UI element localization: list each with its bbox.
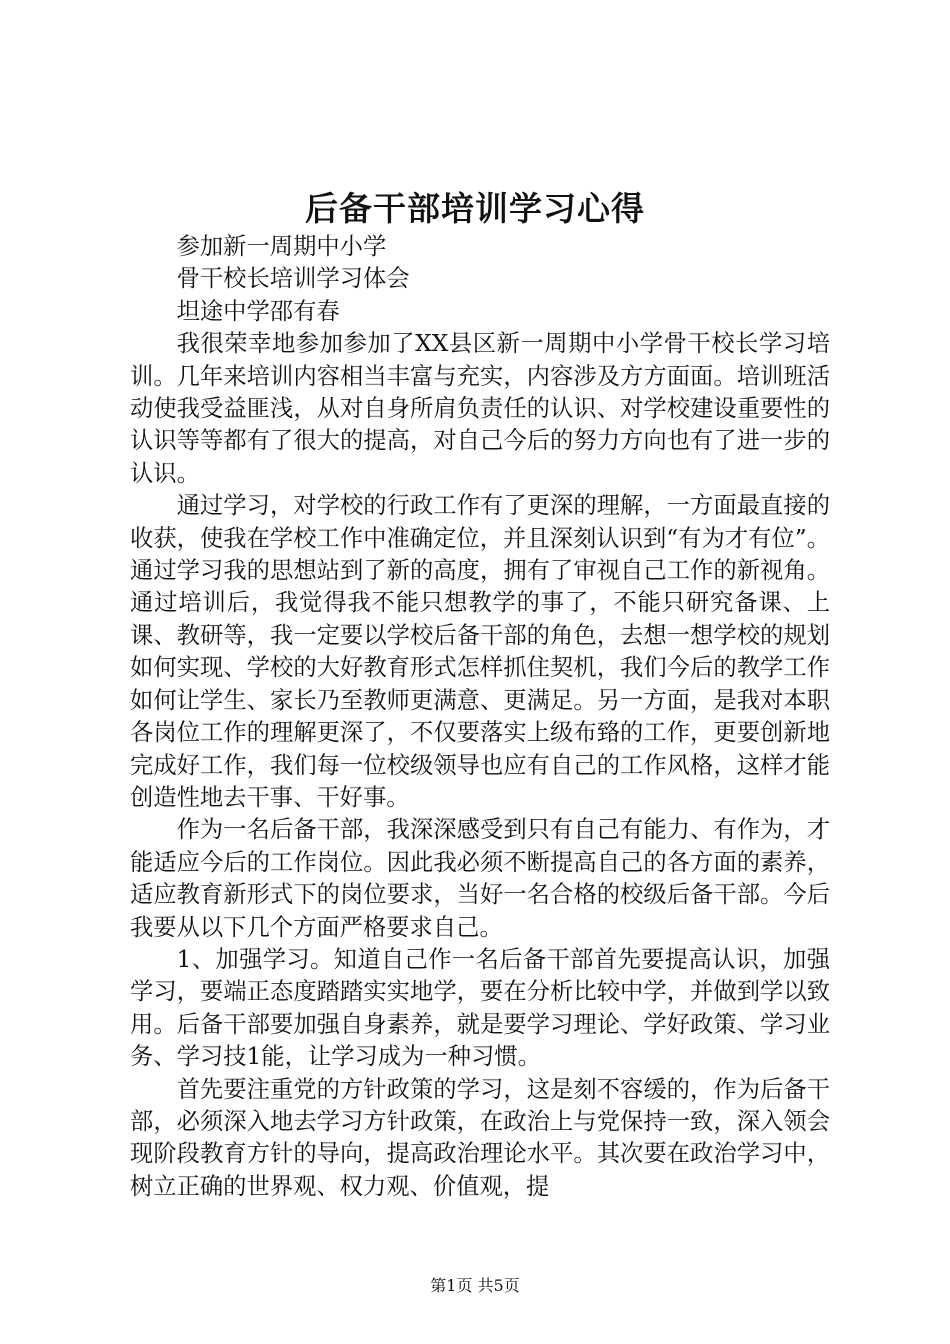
- page-footer: 第1页 共5页: [430, 1276, 520, 1295]
- document-body: [130, 231, 830, 1203]
- paragraph-1: 参加新一周期中小学: [176, 233, 387, 260]
- paragraph-6: 作为一名后备干部，我深深感受到只有自己有能力、有作为，才能适应今后的工作岗位。因此我必须不断提高自己的各方面的素养，适应教育新形式下的岗位要求，当好一名合格的校级后备干部。今后我要从以下几个方面严格要求自己。: [130, 816, 830, 941]
- paragraph-2: 骨干校长培训学习体会: [176, 265, 410, 293]
- paragraph-7: 1、加强学习。知道自己作一名后备干部首先要提高认识，加强学习，要端正态度踏踏实实地学，要在分析比较中学，并做到学以致用。后备干部要加强自身素养，就是要学习理论、学好政策、学习业务、学习技1能，让学习成为一种习惯。: [130, 945, 830, 1071]
- paragraph-4: 我很荣幸地参加参加了XX县区新一周期中小学骨干校长学习培训。几年来培训内容相当丰富与充实，内容涉及方方面面。培训班活动使我受益匪浅，从对自身所肩负责任的认识、对学校建设重要性的认识等等都有了很大的提高，对自己今后的努力方向也有了进一步的认识。: [130, 330, 830, 487]
- paragraph-5: 通过学习，对学校的行政工作有了更深的理解，一方面最直接的收获，使我在学校工作中准确定位，并且深刻认识到“有为才有位”。通过学习我的思想站到了新的高度，拥有了审视自己工作的新视角。通过培训后，我觉得我不能只想教学的事了，不能只研究备课、上课、教研等，我一定要以学校后备干部的角色，去想一想学校的规划如何实现、学校的大好教育形式怎样抓住契机，我们今后的教学工作如何让学生、家长乃至教师更满意、更满足。另一方面，是我对本职各岗位工作的理解更深了，不仅要落实上级布臵的工作，更要创新地完成好工作，我们每一位校级领导也应有自己的工作风格，这样才能创造性地去干事、干好事。: [130, 492, 830, 811]
- paragraph-8: 首先要注重党的方针政策的学习，这是刻不容缓的，作为后备干部，必须深入地去学习方针政策，在政治上与党保持一致，深入领会现阶段教育方针的导向，提高政治理论水平。其次要在政治学习中，树立正确的世界观、权力观、价值观，提: [130, 1075, 830, 1200]
- paragraph-3: 坦途中学邵有春: [176, 297, 340, 325]
- document-title: 后备干部培训学习心得: [305, 189, 645, 228]
